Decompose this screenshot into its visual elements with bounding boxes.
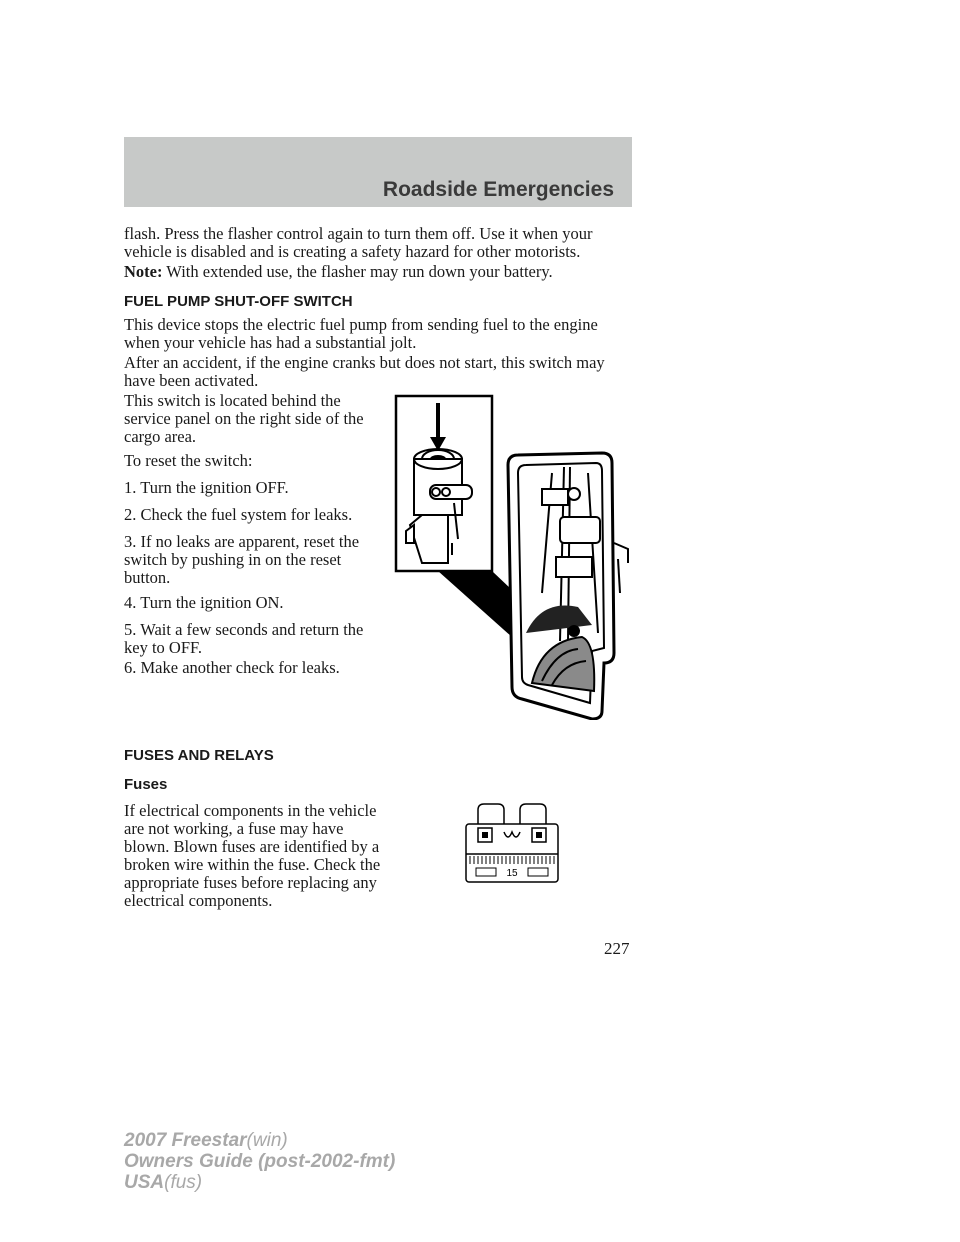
footer-line-3: [124, 1172, 395, 1193]
fuses-relays-heading: FUSES AND RELAYS: [124, 747, 274, 764]
reset-intro: To reset the switch:: [124, 451, 253, 470]
footer-model: 2007 Freestar: [124, 1130, 247, 1151]
document-footer: [124, 1130, 395, 1193]
footer-market: USA: [124, 1172, 165, 1193]
fuses-subheading: Fuses: [124, 776, 168, 793]
footer-model-code: (win): [246, 1130, 288, 1151]
fuse-rating-label: 15: [506, 868, 518, 879]
fuel-pump-paragraph-2: After an accident, if the engine cranks but does not start, this switch may have been activated.: [124, 353, 605, 390]
note-label: Note:: [124, 262, 163, 281]
note-paragraph: [124, 263, 634, 281]
step-4: 4. Turn the ignition ON.: [124, 593, 284, 612]
note-text: With extended use, the flasher may run down your battery.: [162, 262, 553, 281]
section-title: Roadside Emergencies: [382, 178, 614, 201]
page-number: 227: [604, 939, 630, 958]
step-1: 1. Turn the ignition OFF.: [124, 478, 289, 497]
fuses-paragraph: If electrical components in the vehicle are not working, a fuse may have blown. Blown fuses are identified by a broken wire within the fuse. Check the appropriate fuses before replacing any electrical components.: [124, 801, 381, 910]
step-3: 3. If no leaks are apparent, reset the switch by pushing in on the reset button.: [124, 532, 360, 587]
footer-line-2: [124, 1151, 395, 1172]
fuel-pump-heading: FUEL PUMP SHUT-OFF SWITCH: [124, 293, 353, 310]
step-5: 5. Wait a few seconds and return the key to OFF.: [124, 620, 364, 657]
intro-paragraph: flash. Press the flasher control again to turn them off. Use it when your vehicle is disabled and is creating a safety hazard for other motorists.: [124, 224, 593, 261]
fuse-illustration: [464, 802, 560, 884]
step-6: 6. Make another check for leaks.: [124, 658, 340, 677]
footer-line-1: [124, 1130, 395, 1151]
fuel-pump-paragraph-3: This switch is located behind the service panel on the right side of the cargo area.: [124, 391, 364, 446]
section-header-band: [124, 137, 632, 207]
step-2: 2. Check the fuel system for leaks.: [124, 505, 353, 524]
footer-market-code: (fus): [164, 1172, 203, 1193]
fuel-pump-switch-illustration: [392, 393, 640, 720]
footer-guide: Owners Guide (post-2002-fmt): [124, 1151, 396, 1172]
fuel-pump-paragraph-1: This device stops the electric fuel pump from sending fuel to the engine when your vehicle has had a substantial jolt.: [124, 315, 598, 352]
